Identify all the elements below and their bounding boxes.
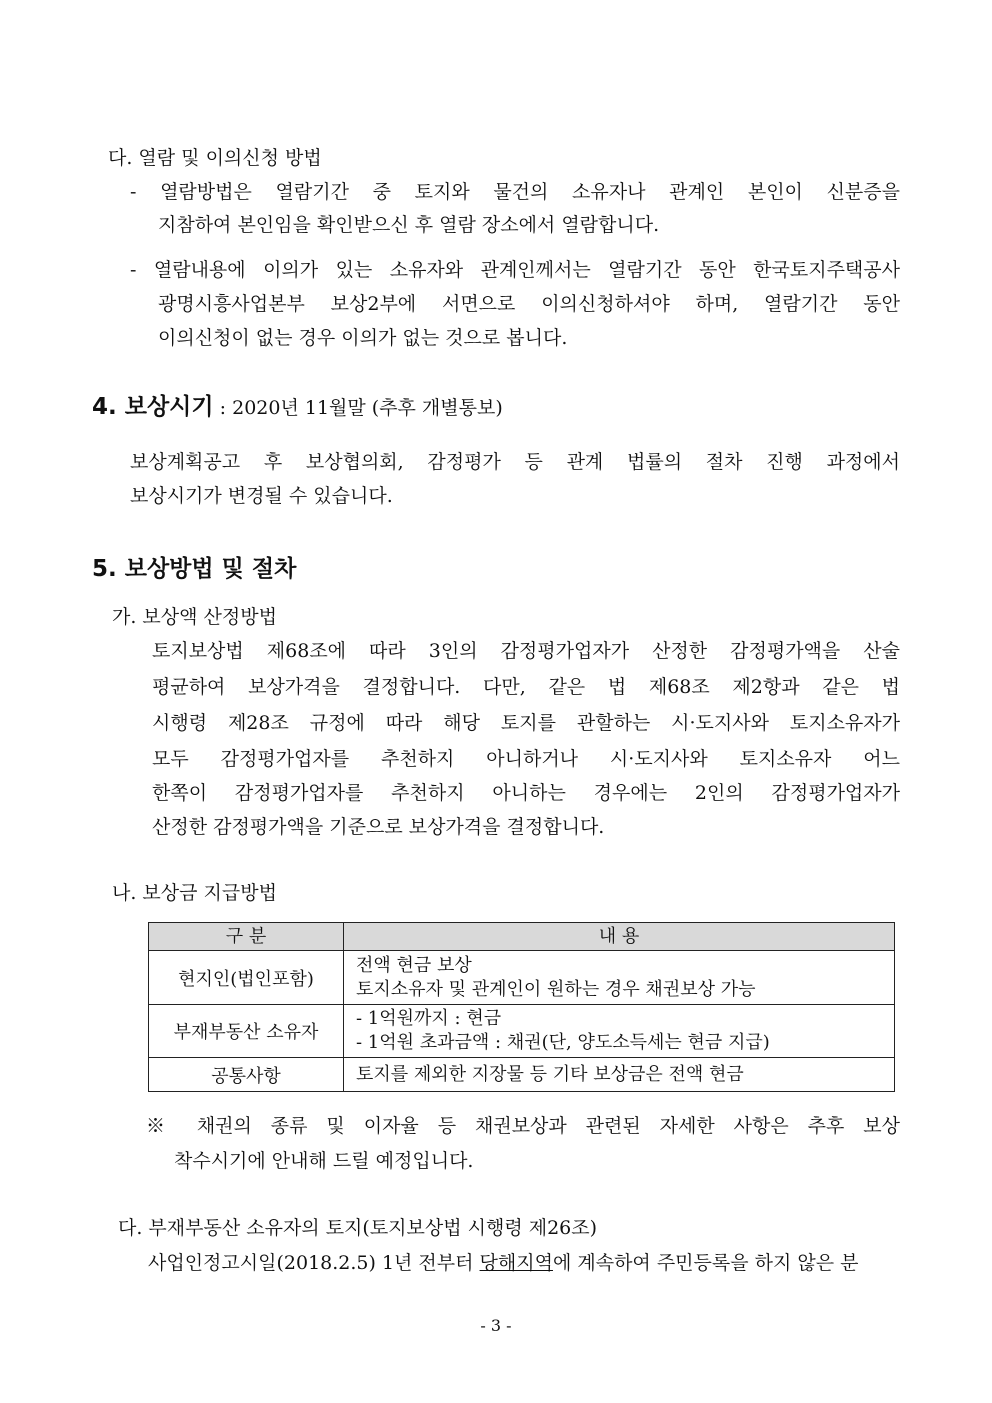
section-4-para-line-1: 보상계획공고 후 보상협의회, 감정평가 등 관계 법률의 절차 진행 과정에서 <box>130 451 900 473</box>
table-cell-content <box>344 1005 895 1058</box>
table-cell-category: 부재부동산 소유자 <box>149 1005 344 1058</box>
table-cell-category: 현지인(법인포함) <box>149 951 344 1005</box>
inspect-bullet-1-line-1: - 열람방법은 열람기간 중 토지와 물건의 소유자나 관계인 본인이 신분증을 <box>130 181 900 203</box>
da-para-text-b: 에 계속하여 주민등록을 하지 않은 분 <box>552 1252 859 1274</box>
inspect-bullet-2-line-2: 광명시흥사업본부 보상2부에 서면으로 이의신청하셔야 하며, 열람기간 동안 <box>158 293 900 315</box>
table-cell-line: 전액 현금 보상 <box>356 954 472 976</box>
ga-heading: 가. 보상액 산정방법 <box>112 606 277 628</box>
table-cell-content <box>344 951 895 1005</box>
table-row <box>149 951 895 1005</box>
note-line-2: 착수시기에 안내해 드릴 예정입니다. <box>174 1150 474 1172</box>
section-4-heading <box>92 395 503 420</box>
table-cell-content <box>344 1058 895 1092</box>
table-cell-line: 토지소유자 및 관계인이 원하는 경우 채권보상 가능 <box>356 978 756 1000</box>
section-4-para-line-2: 보상시기가 변경될 수 있습니다. <box>130 485 393 507</box>
table-cell-line: - 1억원까지 : 현금 <box>356 1008 502 1029</box>
table-cell-line: - 1억원 초과금액 : 채권(단, 양도소득세는 현금 지급) <box>356 1032 770 1053</box>
page-number: - 3 - <box>480 1316 512 1335</box>
table-cell-line: 토지를 제외한 지장물 등 기타 보상금은 전액 현금 <box>356 1063 744 1085</box>
inspect-bullet-2-line-1: - 열람내용에 이의가 있는 소유자와 관계인께서는 열람기간 동안 한국토지주택공사 <box>130 259 900 281</box>
inspect-heading: 다. 열람 및 이의신청 방법 <box>108 147 322 169</box>
table-header-row <box>149 923 895 951</box>
inspect-bullet-2-line-3: 이의신청이 없는 경우 이의가 없는 것으로 봅니다. <box>158 327 568 349</box>
section-4-title: 4. 보상시기 <box>92 394 214 420</box>
section-5-title: 5. 보상방법 및 절차 <box>92 556 297 582</box>
ga-para-line-5: 한쪽이 감정평가업자를 추천하지 아니하는 경우에는 2인의 감정평가업자가 <box>152 782 900 804</box>
ga-para-line-1: 토지보상법 제68조에 따라 3인의 감정평가업자가 산정한 감정평가액을 산술 <box>152 640 900 662</box>
table-row <box>149 1058 895 1092</box>
ga-para-line-3: 시행령 제28조 규정에 따라 해당 토지를 관할하는 시·도지사와 토지소유자가 <box>152 712 900 734</box>
inspect-bullet-1-line-2: 지참하여 본인임을 확인받으신 후 열람 장소에서 열람합니다. <box>158 214 660 236</box>
ga-para-line-2: 평균하여 보상가격을 결정합니다. 다만, 같은 법 제68조 제2항과 같은 법 <box>152 676 900 698</box>
da-heading: 다. 부재부동산 소유자의 토지(토지보상법 시행령 제26조) <box>118 1217 598 1239</box>
da-para-line-1 <box>148 1251 858 1275</box>
table-header-category: 구 분 <box>149 923 344 951</box>
table-cell-category: 공통사항 <box>149 1058 344 1092</box>
note-line-1: ※ 채권의 종류 및 이자율 등 채권보상과 관련된 자세한 사항은 추후 보상 <box>146 1115 900 1137</box>
da-para-underlined: 당해지역 <box>479 1252 553 1274</box>
ga-para-line-4: 모두 감정평가업자를 추천하지 아니하거나 시·도지사와 토지소유자 어느 <box>152 748 900 770</box>
ga-para-line-6: 산정한 감정평가액을 기준으로 보상가격을 결정합니다. <box>152 816 605 838</box>
table-row <box>149 1005 895 1058</box>
da-para-text-a: 사업인정고시일(2018.2.5) 1년 전부터 <box>148 1252 480 1274</box>
section-4-subtitle: : 2020년 11월말 (추후 개별통보) <box>213 397 503 419</box>
na-heading: 나. 보상금 지급방법 <box>112 882 277 904</box>
compensation-table <box>148 922 895 1092</box>
table-header-content: 내 용 <box>344 923 895 951</box>
